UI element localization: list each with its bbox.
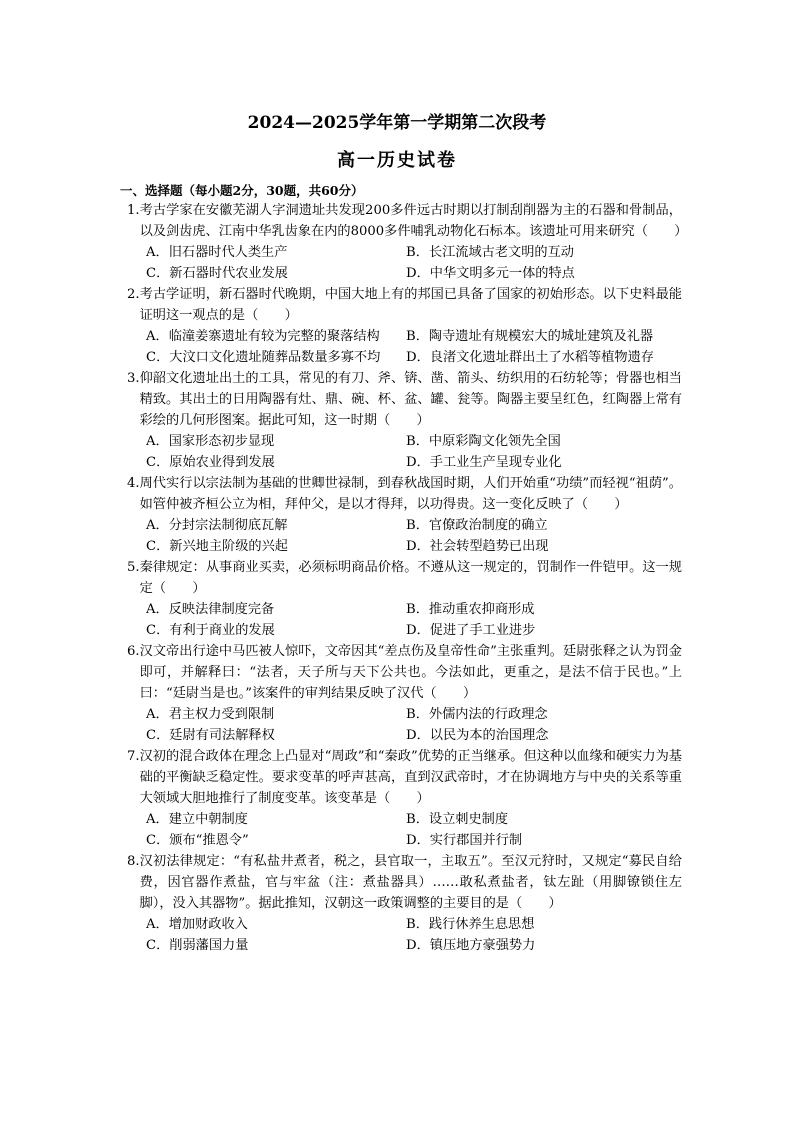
answer-option: C．削弱藩国力量 [146, 938, 249, 953]
question-number: 1. [127, 203, 140, 218]
question-item [127, 200, 688, 284]
question-item [127, 368, 682, 473]
question-item [127, 557, 682, 641]
question-number: 3. [127, 371, 140, 386]
answer-option: A．建立中朝制度 [146, 812, 248, 827]
question-item [127, 641, 682, 746]
question-number: 2. [127, 287, 140, 302]
option-grid [127, 809, 682, 851]
answer-option: B．推动重农抑商形成 [406, 602, 535, 617]
question-stem [127, 473, 682, 515]
question-number: 7. [127, 749, 140, 764]
answer-option: A．分封宗法制彻底瓦解 [146, 518, 288, 533]
answer-option: C．新兴地主阶级的兴起 [146, 539, 288, 554]
exam-title: 2024—2025学年第一学期第二次段考 [247, 113, 547, 133]
question-stem [127, 641, 682, 704]
option-grid [127, 704, 682, 746]
question-item [127, 746, 682, 851]
question-item [127, 473, 682, 557]
option-grid [127, 914, 682, 956]
question-stem [127, 746, 682, 809]
question-item [127, 851, 682, 956]
answer-option: C．原始农业得到发展 [146, 455, 275, 470]
answer-option: C．大汶口文化遗址随葬品数量多寡不均 [146, 350, 381, 365]
question-stem-text: 周代实行以宗法制为基础的世卿世禄制，到春秋战国时期，人们开始重“功绩”而轻视“祖荫”。如管仲被齐桓公立为相，拜仲父，是以才得拜，以功得贵。这一变化反映了（ ） [139, 476, 682, 512]
exam-subtitle: 高一历史试卷 [337, 150, 457, 171]
answer-option: D．促进了手工业进步 [406, 623, 536, 638]
answer-option: D．镇压地方豪强势力 [406, 938, 536, 953]
question-list [127, 200, 688, 956]
question-item [127, 284, 682, 368]
question-stem-text: 仰韶文化遗址出土的工具，常见的有刀、斧、锛、凿、箭头、纺织用的石纺轮等；骨器也相当精致。其出土的日用陶器有灶、鼎、碗、杯、盆、罐、瓮等。陶器主要呈红色，红陶器上常有彩绘的几何形图案。据此可知，这一时期（ ） [139, 371, 682, 428]
answer-option: C．颁布“推恩令” [146, 833, 249, 848]
answer-option: B．陶寺遗址有规模宏大的城址建筑及礼器 [406, 329, 654, 344]
answer-option: B．设立刺史制度 [406, 812, 509, 827]
section-heading: 一、选择题（每小题2分，30题，共60分） [120, 183, 364, 198]
question-stem [127, 557, 682, 599]
question-stem-text: 汉初法律规定：“有私盐井煮者，税之，县官取一，主取五”。至汉元狩时，又规定“募民自给费，因官器作煮盐，官与牢盆（注：煮盐器具）……敢私煮盐者，钛左趾（用脚镣锁住左脚），没入其器物”。据此推知，汉朝这一政策调整的主要目的是（ ） [139, 854, 682, 911]
option-grid [127, 515, 682, 557]
option-grid [127, 326, 682, 368]
question-number: 5. [127, 560, 140, 575]
answer-option: C．有利于商业的发展 [146, 623, 275, 638]
answer-option: B．践行休养生息思想 [406, 917, 535, 932]
question-stem-text: 考古学证明，新石器时代晚期，中国大地上有的邦国已具备了国家的初始形态。以下史料最能证明这一观点的是（ ） [139, 287, 682, 323]
answer-option: C．新石器时代农业发展 [146, 266, 288, 281]
answer-option: A．君主权力受到限制 [146, 707, 275, 722]
question-stem-text: 汉文帝出行途中马匹被人惊吓，文帝因其“差点伤及皇帝性命”主张重判。廷尉张释之认为罚金即可，并解释曰：“法者，天子所与天下公共也。今法如此，更重之，是法不信于民也。”上曰：“廷尉当是也。”该案件的审判结果反映了汉代（ ） [139, 644, 682, 701]
option-grid [127, 431, 682, 473]
answer-option: D．以民为本的治国理念 [406, 728, 549, 743]
answer-option: A．临潼姜寨遗址有较为完整的聚落结构 [146, 329, 380, 344]
question-stem [127, 200, 688, 242]
question-number: 4. [127, 476, 140, 491]
answer-option: D．实行郡国并行制 [406, 833, 523, 848]
answer-option: A．反映法律制度完备 [146, 602, 275, 617]
question-stem-text: 考古学家在安徽芜湖人字洞遗址共发现200多件远古时期以打制刮削器为主的石器和骨制品，以及剑齿虎、江南中华乳齿象在内的8000多件哺乳动物化石标本。该遗址可用来研究（ ） [139, 203, 688, 239]
question-stem [127, 284, 682, 326]
question-stem [127, 368, 682, 431]
option-grid [127, 242, 682, 284]
answer-option: B．官僚政治制度的确立 [406, 518, 548, 533]
question-number: 6. [127, 644, 140, 659]
answer-option: A．增加财政收入 [146, 917, 248, 932]
answer-option: B．长江流域古老文明的互动 [406, 245, 574, 260]
answer-option: C．廷尉有司法解释权 [146, 728, 275, 743]
answer-option: B．中原彩陶文化领先全国 [406, 434, 561, 449]
answer-option: D．良渚文化遗址群出土了水稻等植物遗存 [406, 350, 654, 365]
answer-option: D．手工业生产呈现专业化 [406, 455, 562, 470]
answer-option: A．国家形态初步显现 [146, 434, 275, 449]
question-number: 8. [127, 854, 140, 869]
answer-option: B．外儒内法的行政理念 [406, 707, 548, 722]
question-stem-text: 汉初的混合政体在理念上凸显对“周政”和“秦政”优势的正当继承。但这种以血缘和硬实力为基础的平衡缺乏稳定性。要求变革的呼声甚高，直到汉武帝时，才在协调地方与中央的关系等重大领域大胆地推行了制度变革。该变革是（ ） [139, 749, 682, 806]
answer-option: A．旧石器时代人类生产 [146, 245, 288, 260]
question-stem [127, 851, 682, 914]
question-stem-text: 秦律规定：从事商业买卖，必须标明商品价格。不遵从这一规定的，罚制作一件铠甲。这一规定（ ） [139, 560, 682, 596]
answer-option: D．中华文明多元一体的特点 [406, 266, 575, 281]
option-grid [127, 599, 682, 641]
answer-option: D．社会转型趋势已出现 [406, 539, 549, 554]
